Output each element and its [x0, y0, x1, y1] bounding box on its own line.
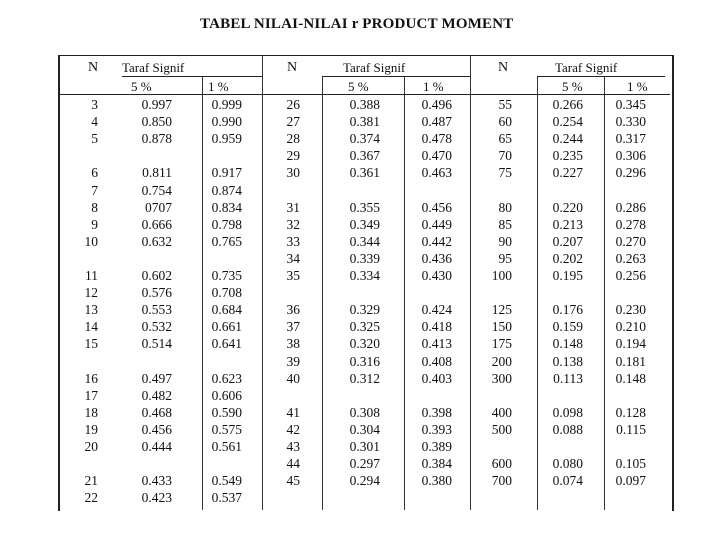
n-value: 100: [491, 268, 512, 283]
r-5-percent: 0.294: [349, 473, 380, 489]
r-1-percent: 0.735: [211, 268, 242, 283]
header-1-percent: 1 %: [208, 79, 229, 94]
r-1-percent: 0.181: [615, 353, 646, 369]
r-1-percent: 0.436: [421, 250, 452, 266]
n-value: 12: [84, 285, 98, 301]
r-1-percent: 0.270: [615, 233, 646, 249]
r-5-percent: 0.532: [141, 319, 172, 335]
r-1-percent: 0.393: [421, 421, 452, 437]
r-5-percent: 0.148: [552, 336, 583, 352]
n-value: 9: [91, 216, 98, 232]
n-value: 13: [84, 302, 98, 318]
header-taraf-signif: Taraf Signif: [555, 60, 618, 75]
r-1-percent: 0.306: [615, 148, 646, 164]
column-divider: [202, 76, 203, 510]
r-1-percent: 0.456: [421, 199, 452, 215]
r-1-percent: 0.424: [421, 302, 452, 318]
r-1-percent: 0.317: [615, 131, 646, 147]
r-5-percent: 0.878: [141, 131, 172, 147]
r-1-percent: 0.115: [616, 421, 646, 437]
r-1-percent: 0.917: [211, 165, 242, 181]
n-value: 600: [491, 456, 512, 472]
n-value: 7: [91, 182, 98, 198]
taraf-underline: [322, 76, 470, 77]
r-1-percent: 0.463: [421, 165, 452, 181]
n-value: 90: [498, 233, 512, 249]
header-5-percent: 5 %: [131, 79, 152, 94]
r-1-percent: 0.418: [421, 319, 452, 335]
r-1-percent: 0.413: [421, 336, 452, 352]
r-1-percent: 0.478: [421, 131, 452, 147]
r-5-percent: 0.361: [349, 165, 380, 181]
r-5-percent: 0707: [145, 199, 172, 215]
n-value: 21: [84, 473, 98, 489]
r-5-percent: 0.138: [552, 353, 583, 369]
r-5-percent: 0.381: [349, 114, 380, 130]
r-1-percent: 0.537: [211, 490, 242, 506]
r-5-percent: 0.308: [349, 404, 380, 420]
n-value: 85: [498, 216, 512, 232]
n-value: 42: [286, 421, 300, 437]
r-1-percent: 0.097: [615, 473, 646, 489]
r-5-percent: 0.602: [141, 268, 172, 283]
n-value: 17: [84, 387, 98, 403]
r-1-percent: 0.834: [211, 199, 242, 215]
r-1-percent: 0.549: [211, 473, 242, 489]
n-value: 700: [491, 473, 512, 489]
r-5-percent: 0.367: [349, 148, 380, 164]
r-5-percent: 0.113: [553, 370, 583, 386]
n-value: 28: [286, 131, 300, 147]
r-1-percent: 0.684: [211, 302, 242, 318]
r-1-percent: 0.389: [421, 439, 452, 454]
n-value: 44: [286, 456, 300, 472]
n-value: 500: [491, 421, 512, 437]
r-5-percent: 0.312: [349, 370, 380, 386]
r-5-percent: 0.297: [349, 456, 380, 472]
r-5-percent: 0.304: [349, 421, 380, 437]
n-value: 3: [91, 97, 98, 112]
n-value: 11: [85, 268, 98, 283]
r-5-percent: 0.213: [552, 216, 583, 232]
r-1-percent: 0.590: [211, 404, 242, 420]
r-5-percent: 0.850: [141, 114, 172, 130]
r-5-percent: 0.666: [141, 216, 172, 232]
r-5-percent: 0.349: [349, 216, 380, 232]
r-1-percent: 0.999: [211, 97, 242, 112]
r-1-percent: 0.449: [421, 216, 452, 232]
r-5-percent: 0.301: [349, 439, 380, 454]
r-1-percent: 0.708: [211, 285, 242, 301]
n-value: 5: [91, 131, 98, 147]
header-5-percent: 5 %: [348, 79, 369, 94]
column-divider: [322, 76, 323, 510]
n-value: 18: [84, 404, 98, 420]
r-1-percent: 0.278: [615, 216, 646, 232]
r-1-percent: 0.874: [211, 182, 242, 198]
r-5-percent: 0.080: [552, 456, 583, 472]
r-5-percent: 0.811: [142, 165, 172, 181]
header-n: N: [88, 60, 99, 75]
r-1-percent: 0.408: [421, 353, 452, 369]
r-5-percent: 0.632: [141, 233, 172, 249]
r-5-percent: 0.334: [349, 268, 380, 283]
r-1-percent: 0.296: [615, 165, 646, 181]
n-value: 80: [498, 199, 512, 215]
n-value: 400: [491, 404, 512, 420]
r-5-percent: 0.244: [552, 131, 583, 147]
r-5-percent: 0.553: [141, 302, 172, 318]
n-value: 36: [286, 302, 300, 318]
n-value: 33: [286, 233, 300, 249]
r-5-percent: 0.195: [552, 268, 583, 283]
column-divider: [537, 76, 538, 510]
r-1-percent: 0.606: [211, 387, 242, 403]
n-value: 40: [286, 370, 300, 386]
r-5-percent: 0.576: [141, 285, 172, 301]
header-5-percent: 5 %: [562, 79, 583, 94]
r-5-percent: 0.266: [552, 97, 583, 112]
n-value: 55: [498, 97, 512, 112]
n-value: 70: [498, 148, 512, 164]
r-5-percent: 0.497: [141, 370, 172, 386]
r-5-percent: 0.235: [552, 148, 583, 164]
r-5-percent: 0.074: [552, 473, 583, 489]
n-value: 6: [91, 165, 98, 181]
r-5-percent: 0.098: [552, 404, 583, 420]
r-1-percent: 0.345: [615, 97, 646, 112]
r-1-percent: 0.487: [421, 114, 452, 130]
r-5-percent: 0.254: [552, 114, 583, 130]
r-1-percent: 0.641: [211, 336, 242, 352]
r-5-percent: 0.456: [141, 421, 172, 437]
r-1-percent: 0.496: [421, 97, 452, 112]
n-value: 300: [491, 370, 512, 386]
r-5-percent: 0.433: [141, 473, 172, 489]
r-5-percent: 0.339: [349, 250, 380, 266]
header-taraf-signif: Taraf Signif: [122, 60, 185, 75]
r-1-percent: 0.959: [211, 131, 242, 147]
n-value: 39: [286, 353, 300, 369]
r-5-percent: 0.320: [349, 336, 380, 352]
r-5-percent: 0.316: [349, 353, 380, 369]
n-value: 200: [491, 353, 512, 369]
r-1-percent: 0.230: [615, 302, 646, 318]
column-divider: [470, 56, 471, 510]
r-1-percent: 0.194: [615, 336, 646, 352]
n-value: 27: [286, 114, 300, 130]
n-value: 32: [286, 216, 300, 232]
header-n: N: [498, 60, 509, 75]
n-value: 22: [84, 490, 98, 506]
r-1-percent: 0.442: [421, 233, 452, 249]
r-1-percent: 0.330: [615, 114, 646, 130]
r-1-percent: 0.210: [615, 319, 646, 335]
r-5-percent: 0.207: [552, 233, 583, 249]
r-5-percent: 0.514: [141, 336, 172, 352]
r-1-percent: 0.990: [211, 114, 242, 130]
r-1-percent: 0.128: [615, 404, 646, 420]
r-5-percent: 0.159: [552, 319, 583, 335]
taraf-underline: [537, 76, 665, 77]
r-5-percent: 0.325: [349, 319, 380, 335]
n-value: 125: [491, 302, 512, 318]
r-5-percent: 0.355: [349, 199, 380, 215]
n-value: 45: [286, 473, 300, 489]
r-1-percent: 0.430: [421, 268, 452, 283]
n-value: 14: [84, 319, 98, 335]
n-value: 29: [286, 148, 300, 164]
taraf-underline: [122, 76, 262, 77]
n-value: 26: [286, 97, 300, 112]
r-1-percent: 0.798: [211, 216, 242, 232]
n-value: 31: [286, 199, 300, 215]
r-5-percent: 0.202: [552, 250, 583, 266]
table-title: TABEL NILAI-NILAI r PRODUCT MOMENT: [200, 16, 514, 32]
r-1-percent: 0.256: [615, 268, 646, 283]
r-1-percent: 0.403: [421, 370, 452, 386]
r-1-percent: 0.561: [211, 439, 242, 454]
header-1-percent: 1 %: [627, 79, 648, 94]
r-5-percent: 0.468: [141, 404, 172, 420]
r-5-percent: 0.482: [141, 387, 172, 403]
r-1-percent: 0.765: [211, 233, 242, 249]
r-1-percent: 0.384: [421, 456, 452, 472]
n-value: 15: [84, 336, 98, 352]
r-5-percent: 0.997: [141, 97, 172, 112]
n-value: 4: [91, 114, 98, 130]
r-1-percent: 0.148: [615, 370, 646, 386]
n-value: 95: [498, 250, 512, 266]
n-value: 30: [286, 165, 300, 181]
r-5-percent: 0.388: [349, 97, 380, 112]
n-value: 19: [84, 421, 98, 437]
r-5-percent: 0.329: [349, 302, 380, 318]
column-divider: [404, 76, 405, 510]
r-1-percent: 0.263: [615, 250, 646, 266]
header-n: N: [287, 60, 298, 75]
r-1-percent: 0.575: [211, 421, 242, 437]
r-1-percent: 0.623: [211, 370, 242, 386]
n-value: 150: [491, 319, 512, 335]
n-value: 75: [498, 165, 512, 181]
column-divider: [604, 76, 605, 510]
header-1-percent: 1 %: [423, 79, 444, 94]
r-1-percent: 0.380: [421, 473, 452, 489]
r-5-percent: 0.227: [552, 165, 583, 181]
r-1-percent: 0.398: [421, 404, 452, 420]
column-divider: [262, 56, 263, 510]
n-value: 65: [498, 131, 512, 147]
n-value: 35: [286, 268, 300, 283]
n-value: 37: [286, 319, 300, 335]
n-value: 16: [84, 370, 98, 386]
n-value: 38: [286, 336, 300, 352]
r-5-percent: 0.344: [349, 233, 380, 249]
r-1-percent: 0.286: [615, 199, 646, 215]
n-value: 60: [498, 114, 512, 130]
r-5-percent: 0.088: [552, 421, 583, 437]
n-value: 20: [84, 439, 98, 454]
r-5-percent: 0.444: [141, 439, 172, 454]
n-value: 8: [91, 199, 98, 215]
r-5-percent: 0.176: [552, 302, 583, 318]
r-5-percent: 0.754: [141, 182, 172, 198]
r-1-percent: 0.470: [421, 148, 452, 164]
n-value: 41: [286, 404, 300, 420]
n-value: 34: [286, 250, 300, 266]
r-5-percent: 0.374: [349, 131, 380, 147]
r-5-percent: 0.220: [552, 199, 583, 215]
r-5-percent: 0.423: [141, 490, 172, 506]
r-1-percent: 0.105: [615, 456, 646, 472]
n-value: 175: [491, 336, 512, 352]
n-value: 43: [286, 439, 300, 454]
n-value: 10: [84, 233, 98, 249]
header-taraf-signif: Taraf Signif: [343, 60, 406, 75]
r-1-percent: 0.661: [211, 319, 242, 335]
